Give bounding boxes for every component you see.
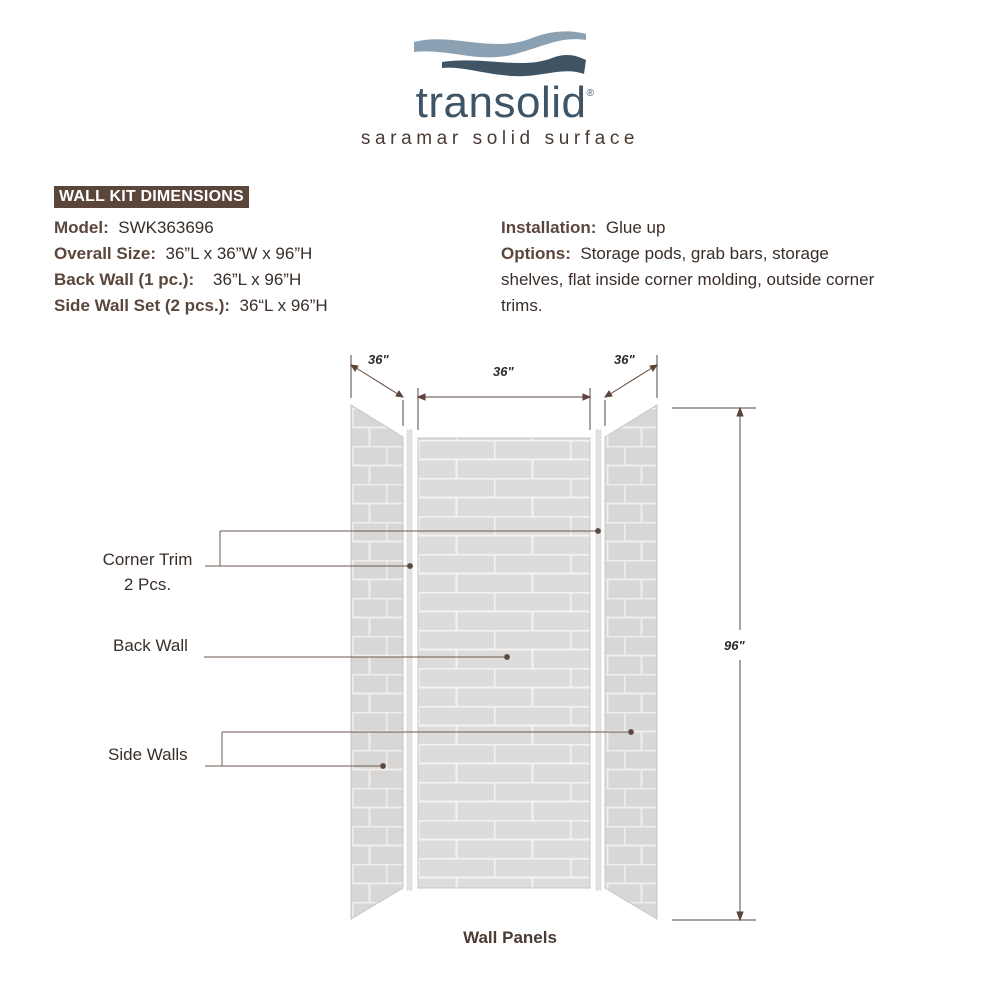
- registered-mark: ®: [586, 88, 595, 99]
- callout-corner-trim-line2: 2 Pcs.: [123, 575, 172, 594]
- spec-options-label: Options:: [501, 244, 571, 263]
- spec-overall-size-value: 36”L x 36”W x 96”H: [165, 244, 313, 263]
- spec-model-value: SWK363696: [118, 218, 214, 237]
- callout-corner-trim-line1: Corner Trim: [102, 550, 193, 569]
- dimension-height: [672, 408, 756, 920]
- spec-installation-value: Glue up: [605, 218, 666, 237]
- spec-side-wall-set-label: Side Wall Set (2 pcs.):: [54, 296, 231, 315]
- callout-side-walls: Side Walls: [108, 745, 188, 764]
- corner-trim-left: [407, 430, 412, 890]
- right-side-wall-panel: [605, 405, 657, 919]
- brand-tagline: saramar solid surface: [360, 128, 640, 149]
- spec-options-value: Storage pods, grab bars, storage shelves, flat inside corner molding, outside corner trims.: [501, 244, 875, 315]
- spec-model-label: Model:: [54, 218, 109, 237]
- brand-name-text: transolid: [415, 78, 587, 127]
- dimension-right-side-label: 36": [614, 352, 635, 367]
- dimension-left-side-label: 36": [368, 352, 389, 367]
- section-title: WALL KIT DIMENSIONS: [54, 186, 249, 208]
- spec-back-wall-value: 36”L x 96”H: [213, 270, 302, 289]
- spec-back-wall-label: Back Wall (1 pc.):: [54, 270, 195, 289]
- spec-installation-label: Installation:: [501, 218, 597, 237]
- spec-overall-size-label: Overall Size:: [54, 244, 157, 263]
- left-side-wall-panel: [351, 405, 403, 919]
- corner-trim-right: [596, 430, 601, 890]
- dimension-back: [418, 388, 590, 430]
- dimension-back-label: 36": [493, 364, 514, 379]
- diagram-caption: Wall Panels: [463, 928, 557, 947]
- back-wall-panel: [418, 438, 590, 888]
- dimension-height-label: 96": [724, 638, 745, 653]
- spec-side-wall-set-value: 36“L x 96”H: [239, 296, 328, 315]
- callout-corner-trim: [90, 547, 205, 597]
- callout-back-wall: Back Wall: [113, 636, 188, 655]
